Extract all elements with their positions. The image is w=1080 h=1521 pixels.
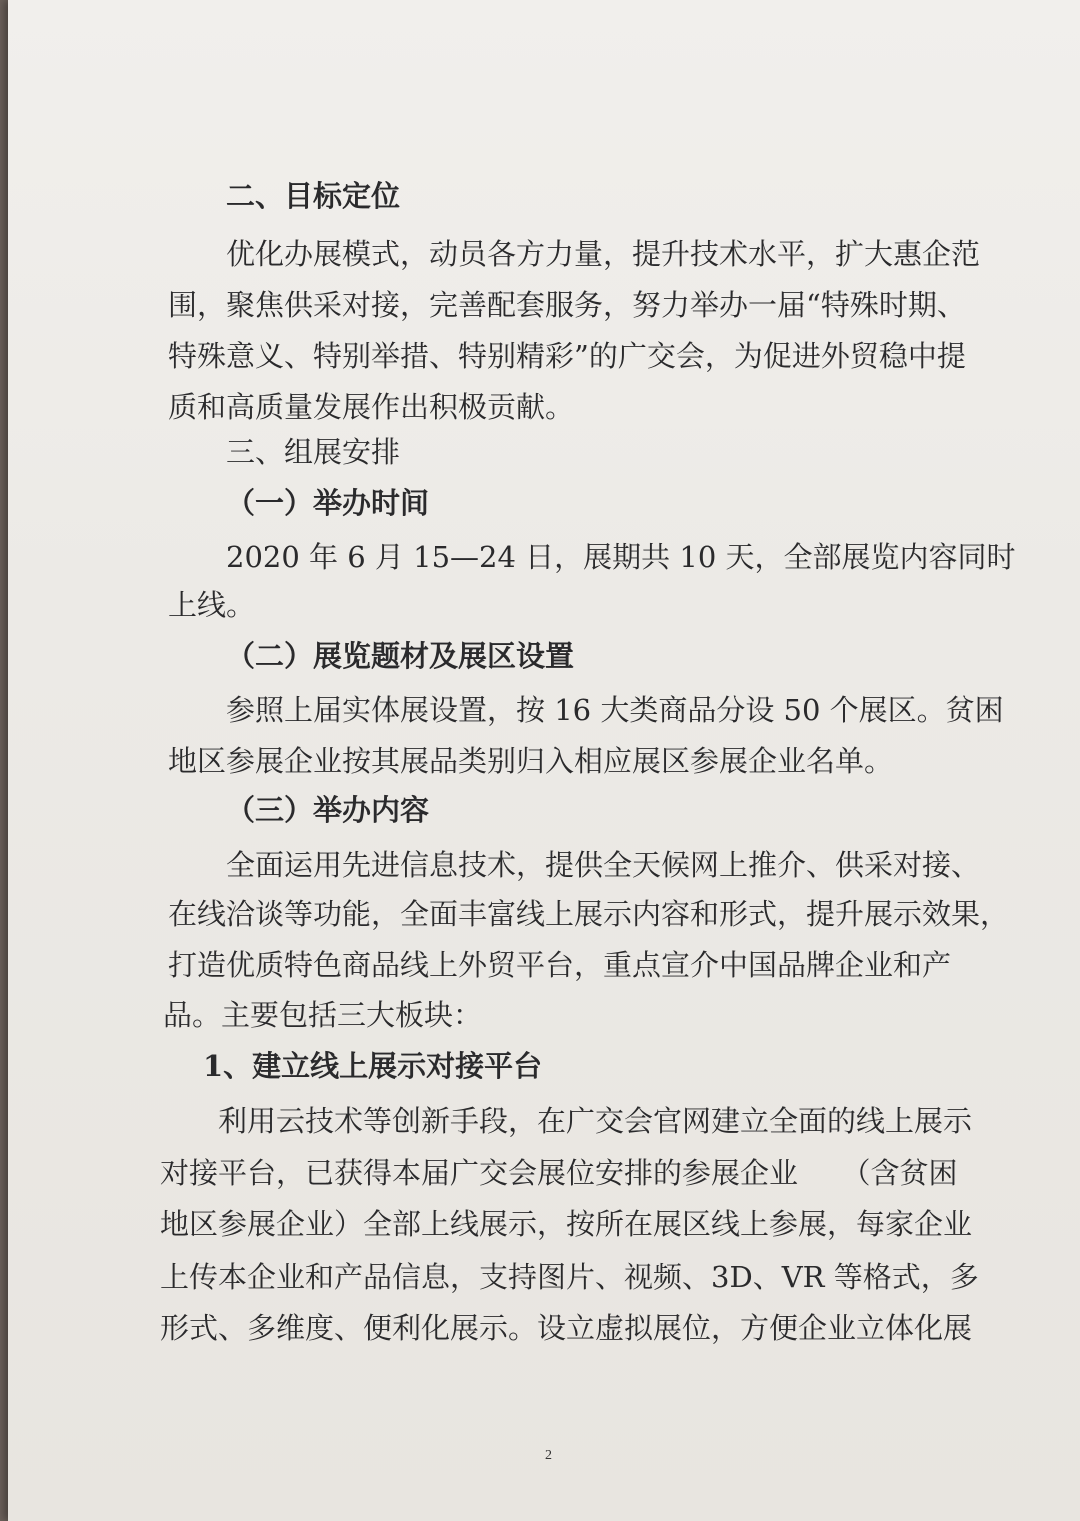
subsection-heading-1: （一）举办时间 <box>226 486 430 520</box>
page-number: 2 <box>545 1448 552 1463</box>
section-heading-2: 二、目标定位 <box>226 179 401 213</box>
paragraph-line: 全面运用先进信息技术，提供全天候网上推介、供采对接、 <box>226 848 981 882</box>
item-heading-1: 1、建立线上展示对接平台 <box>203 1049 543 1083</box>
paragraph-line: 地区参展企业）全部上线展示，按所在展区线上参展，每家企业 <box>160 1207 973 1241</box>
paragraph-line: 在线洽谈等功能，全面丰富线上展示内容和形式，提升展示效果， <box>168 897 1010 931</box>
paragraph-line: 上线。 <box>168 588 256 622</box>
paragraph-line: 上传本企业和产品信息，支持图片、视频、3D、VR 等格式，多 <box>160 1260 979 1294</box>
paragraph-line: 参照上届实体展设置，按 16 大类商品分设 50 个展区。贫困 <box>226 693 1004 727</box>
paragraph-line: 品。主要包括三大板块： <box>163 998 483 1032</box>
paragraph-line: 围，聚焦供采对接，完善配套服务，努力举办一届“特殊时期、 <box>168 288 966 322</box>
paragraph-line: 质和高质量发展作出积极贡献。 <box>168 390 575 424</box>
subsection-heading-3: （三）举办内容 <box>226 793 430 827</box>
paragraph-line: 形式、多维度、便利化展示。设立虚拟展位，方便企业立体化展 <box>160 1311 973 1345</box>
subsection-heading-2: （二）展览题材及展区设置 <box>226 639 575 673</box>
paragraph-line: 打造优质特色商品线上外贸平台，重点宣介中国品牌企业和产 <box>168 948 952 982</box>
paragraph-line: 2020 年 6 月 15—24 日，展期共 10 天，全部展览内容同时 <box>226 540 1016 574</box>
document-page <box>8 0 1080 1521</box>
section-heading-3: 三、组展安排 <box>226 435 401 469</box>
paragraph-line: 利用云技术等创新手段，在广交会官网建立全面的线上展示 <box>218 1104 973 1138</box>
paragraph-line: 特殊意义、特别举措、特别精彩”的广交会，为促进外贸稳中提 <box>168 339 966 373</box>
paragraph-line: 地区参展企业按其展品类别归入相应展区参展企业名单。 <box>168 744 894 778</box>
paragraph-line: 对接平台，已获得本届广交会展位安排的参展企业 （含贫困 <box>160 1156 958 1190</box>
paragraph-line: 优化办展模式，动员各方力量，提升技术水平，扩大惠企范 <box>226 237 981 271</box>
